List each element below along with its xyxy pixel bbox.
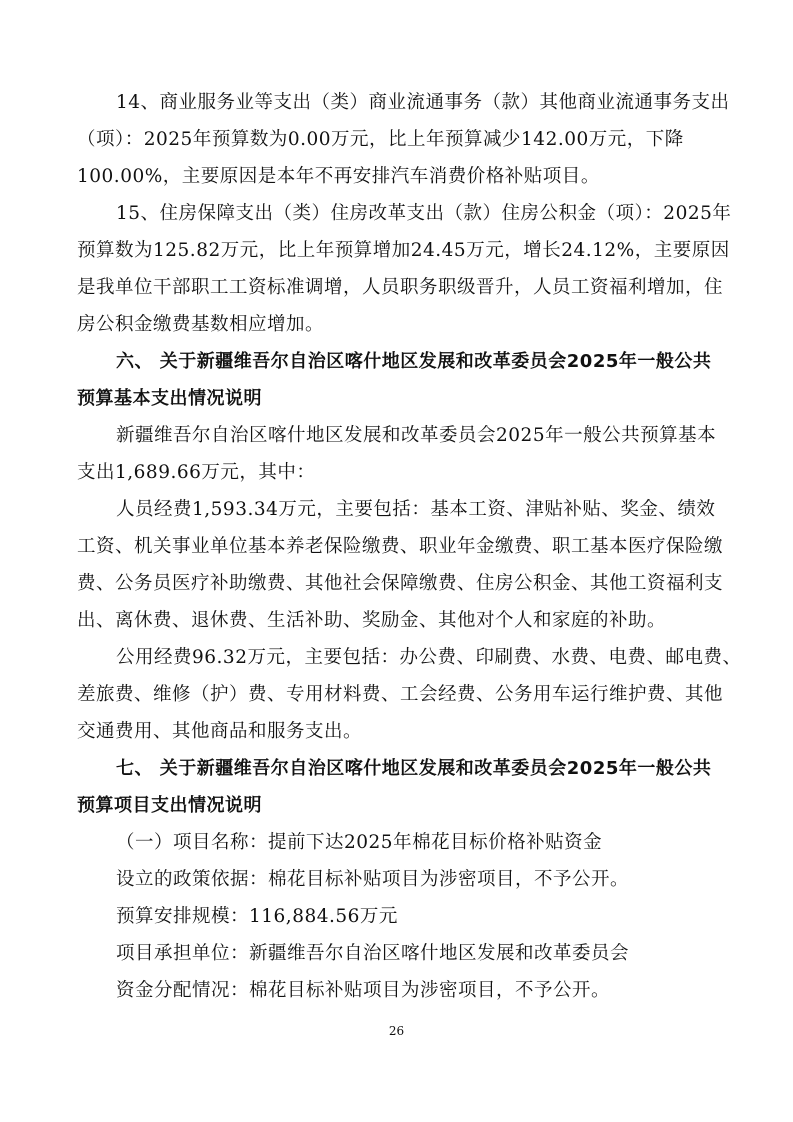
paragraph-line: 工资、机关事业单位基本养老保险缴费、职业年金缴费、职工基本医疗保险缴: [77, 536, 724, 557]
paragraph-line: 是我单位干部职工工资标准调增，人员职务职级晋升，人员工资福利增加，住: [77, 277, 724, 298]
paragraph-line: 交通费用、其他商品和服务支出。: [77, 721, 363, 742]
paragraph-line: 差旅费、维修（护）费、专用材料费、工会经费、公务用车运行维护费、其他: [77, 684, 724, 705]
section-heading: 七、 关于新疆维吾尔自治区喀什地区发展和改革委员会2025年一般公共: [116, 758, 712, 779]
project-fund-allocation: 资金分配情况：棉花目标补贴项目为涉密项目，不予公开。: [116, 980, 611, 1001]
section-heading: 预算基本支出情况说明: [77, 388, 262, 409]
project-policy-basis: 设立的政策依据：棉花目标补贴项目为涉密项目，不予公开。: [116, 869, 630, 890]
paragraph-line: 费、公务员医疗补助缴费、其他社会保障缴费、住房公积金、其他工资福利支: [77, 573, 724, 594]
paragraph-line: 出、离休费、退休费、生活补助、奖励金、其他对个人和家庭的补助。: [77, 610, 667, 631]
paragraph-line: 14、商业服务业等支出（类）商业流通事务（款）其他商业流通事务支出: [116, 92, 730, 113]
page-number: 26: [388, 1024, 405, 1038]
section-heading: 六、 关于新疆维吾尔自治区喀什地区发展和改革委员会2025年一般公共: [116, 351, 712, 372]
project-undertaking-unit: 项目承担单位：新疆维吾尔自治区喀什地区发展和改革委员会: [116, 943, 630, 964]
paragraph-line: 预算数为125.82万元，比上年预算增加24.45万元，增长24.12%，主要原因: [77, 240, 730, 261]
section-heading: 预算项目支出情况说明: [77, 795, 262, 816]
paragraph-line: 房公积金缴费基数相应增加。: [77, 314, 325, 335]
paragraph-line: 支出1,689.66万元，其中：: [77, 462, 316, 483]
paragraph-line: （项）：2025年预算数为0.00万元，比上年预算减少142.00万元，下降: [77, 129, 684, 150]
project-budget-scale: 预算安排规模：116,884.56万元: [116, 906, 398, 927]
paragraph-line: 新疆维吾尔自治区喀什地区发展和改革委员会2025年一般公共预算基本: [116, 425, 717, 446]
project-name: （一）项目名称：提前下达2025年棉花目标价格补贴资金: [116, 832, 603, 853]
paragraph-line: 100.00%，主要原因是本年不再安排汽车消费价格补贴项目。: [77, 166, 600, 187]
paragraph-line: 15、住房保障支出（类）住房改革支出（款）住房公积金（项）：2025年: [116, 203, 732, 224]
paragraph-line: 公用经费96.32万元，主要包括：办公费、印刷费、水费、电费、邮电费、: [116, 647, 742, 668]
paragraph-line: 人员经费1,593.34万元，主要包括：基本工资、津贴补贴、奖金、绩效: [116, 499, 716, 520]
